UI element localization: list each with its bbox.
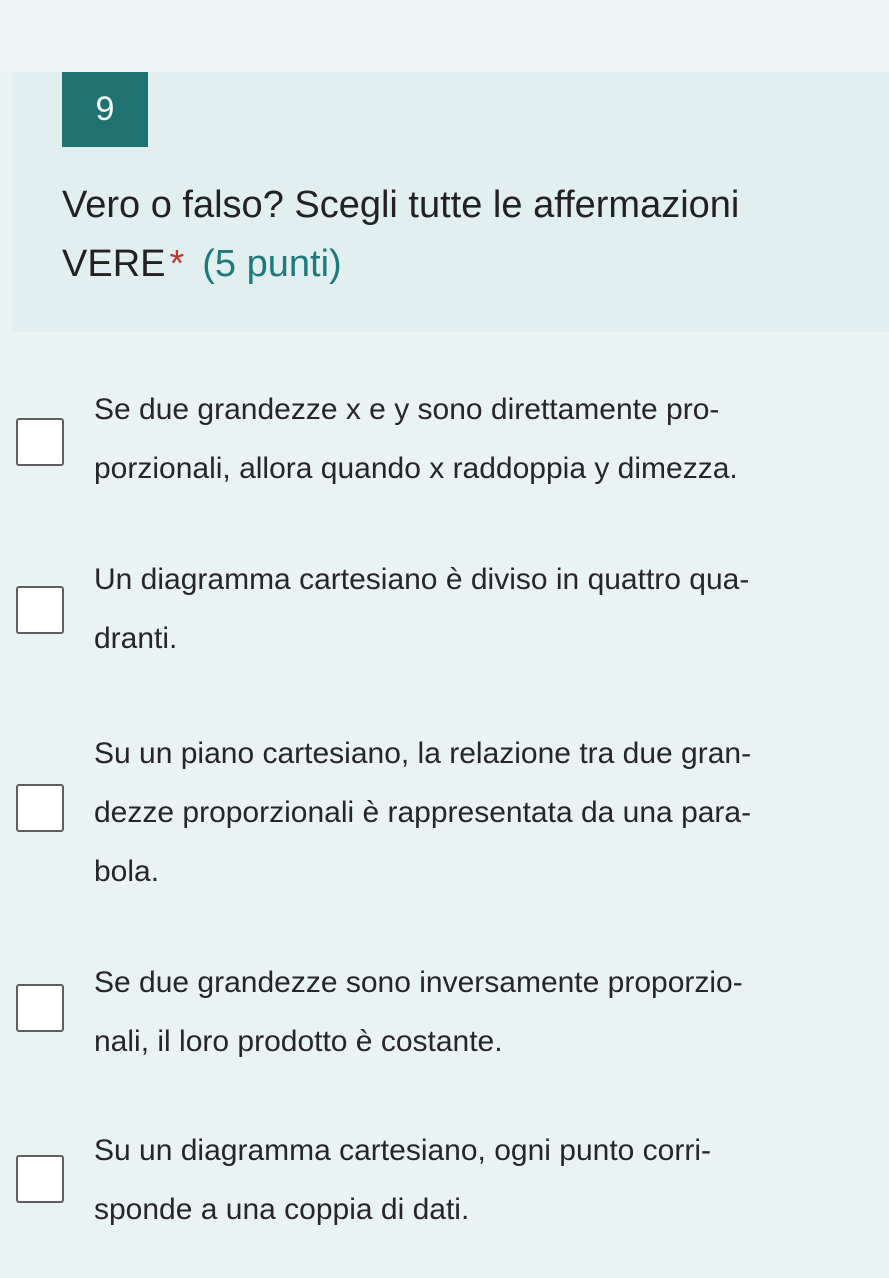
option-3-label[interactable]: Su un piano cartesiano, la relazione tra due gran- dezze proporzionali è rappresentata da una para- bola. (94, 737, 752, 888)
option-1-label[interactable]: Se due grandezze x e y sono direttamente pro- porzionali, allora quando x raddoppia y dimezza. (94, 393, 738, 485)
required-star: * (169, 243, 185, 285)
question-number-badge: 9 (62, 72, 148, 147)
question-title-text: Vero o falso? Scegli tutte le affermazioni VERE (62, 184, 740, 285)
option-2-label[interactable]: Un diagramma cartesiano è diviso in quattro qua- dranti. (94, 563, 750, 655)
option-5-checkbox[interactable] (16, 1155, 64, 1203)
option-1-checkbox[interactable] (16, 418, 64, 466)
option-2-checkbox[interactable] (16, 586, 64, 634)
question-points: (5 punti) (202, 243, 342, 285)
option-4-checkbox[interactable] (16, 984, 64, 1032)
option-4-label[interactable]: Se due grandezze sono inversamente proporzio- nali, il loro prodotto è costante. (94, 966, 743, 1058)
option-3-checkbox[interactable] (16, 784, 64, 832)
option-5-label[interactable]: Su un diagramma cartesiano, ogni punto corri- sponde a una coppia di dati. (94, 1134, 711, 1226)
